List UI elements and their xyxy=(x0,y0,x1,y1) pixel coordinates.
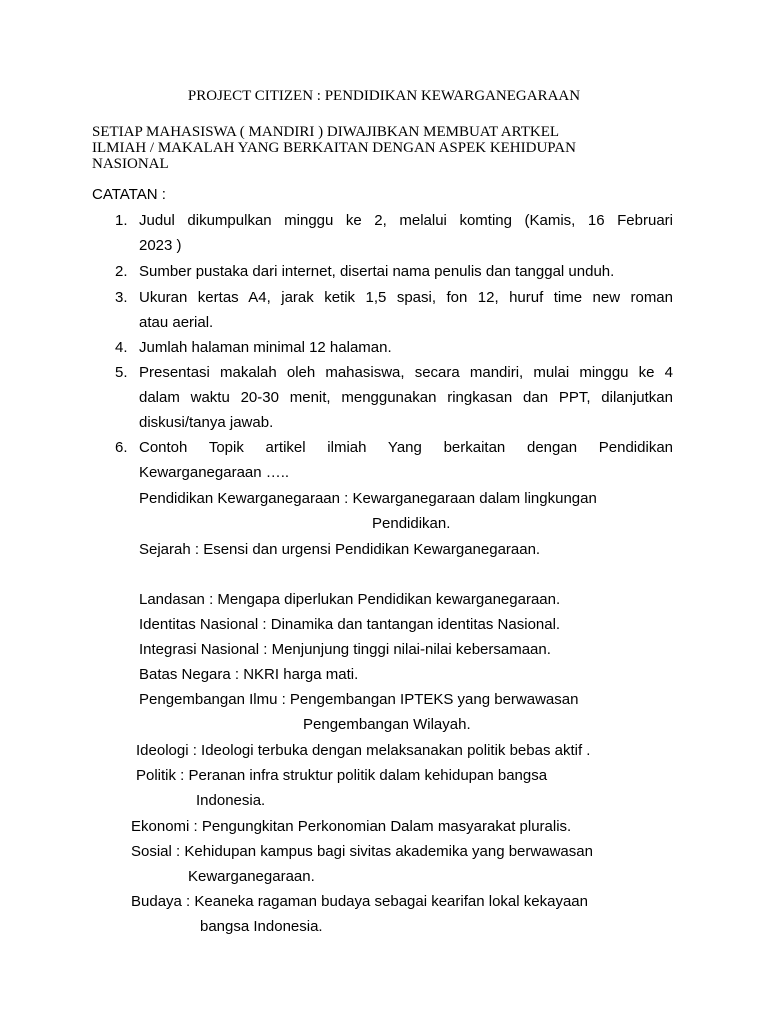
topic-line: Ekonomi : Pengungkitan Perkonomian Dalam masyarakat pluralis. xyxy=(131,818,572,835)
document-title: PROJECT CITIZEN : PENDIDIKAN KEWARGANEGARAAN xyxy=(187,88,581,104)
topic-line: Pendidikan Kewarganegaraan : Kewarganegaraan dalam lingkungan xyxy=(139,490,597,507)
notes-heading: CATATAN : xyxy=(92,186,166,203)
topic-line: Politik : Peranan infra struktur politik dalam kehidupan bangsa xyxy=(136,767,548,784)
topic-line: Pengembangan Wilayah. xyxy=(303,716,471,733)
topic-line: Pendidikan. xyxy=(372,515,451,532)
list-item-number: 6. xyxy=(115,439,128,456)
topic-line: Ideologi : Ideologi terbuka dengan melaksanakan politik bebas aktif . xyxy=(136,742,591,759)
topic-line: bangsa Indonesia. xyxy=(200,918,323,935)
list-item-text: Sumber pustaka dari internet, disertai nama penulis dan tanggal unduh. xyxy=(139,263,615,280)
list-item-number: 2. xyxy=(115,263,128,280)
list-item-text: Presentasi makalah oleh mahasiswa, secara mandiri, mulai minggu ke 4 xyxy=(139,364,673,381)
list-item-number: 3. xyxy=(115,289,128,306)
topic-line: Pengembangan Ilmu : Pengembangan IPTEKS yang berwawasan xyxy=(139,691,579,708)
list-item-text: dalam waktu 20-30 menit, menggunakan ringkasan dan PPT, dilanjutkan xyxy=(139,389,673,406)
intro-line: SETIAP MAHASISWA ( MANDIRI ) DIWAJIBKAN MEMBUAT ARTKEL xyxy=(92,124,560,140)
topic-line: Identitas Nasional : Dinamika dan tantangan identitas Nasional. xyxy=(139,616,561,633)
topic-line: Sejarah : Esensi dan urgensi Pendidikan Kewarganegaraan. xyxy=(139,541,541,558)
list-item-text: Jumlah halaman minimal 12 halaman. xyxy=(139,339,392,356)
topic-line: Indonesia. xyxy=(196,792,266,809)
list-item-number: 4. xyxy=(115,339,128,356)
list-item-text: Contoh Topik artikel ilmiah Yang berkaitan dengan Pendidikan xyxy=(139,439,673,456)
topic-line: Integrasi Nasional : Menjunjung tinggi nilai-nilai kebersamaan. xyxy=(139,641,551,658)
list-item-text: 2023 ) xyxy=(139,237,182,254)
list-item-text: atau aerial. xyxy=(139,314,214,331)
topic-line: Budaya : Keaneka ragaman budaya sebagai kearifan lokal kekayaan xyxy=(131,893,588,910)
list-item-text: Ukuran kertas A4, jarak ketik 1,5 spasi, fon 12, huruf time new roman xyxy=(139,289,673,306)
list-item-text: diskusi/tanya jawab. xyxy=(139,414,274,431)
list-item-number: 5. xyxy=(115,364,128,381)
topic-line: Batas Negara : NKRI harga mati. xyxy=(139,666,359,683)
list-item-text: Judul dikumpulkan minggu ke 2, melalui komting (Kamis, 16 Februari xyxy=(139,212,673,229)
topic-line: Kewarganegaraan. xyxy=(188,868,315,885)
topic-line: Landasan : Mengapa diperlukan Pendidikan kewarganegaraan. xyxy=(139,591,561,608)
intro-line: NASIONAL xyxy=(92,156,169,172)
topic-line: Sosial : Kehidupan kampus bagi sivitas akademika yang berwawasan xyxy=(131,843,593,860)
intro-line: ILMIAH / MAKALAH YANG BERKAITAN DENGAN ASPEK KEHIDUPAN xyxy=(92,140,576,156)
list-item-text: Kewarganegaraan ….. xyxy=(139,464,290,481)
list-item-number: 1. xyxy=(115,212,128,229)
